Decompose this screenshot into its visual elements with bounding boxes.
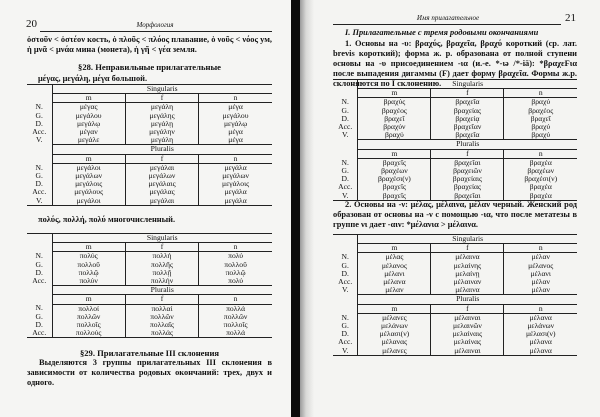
form-cell: πολύς (52, 252, 125, 261)
case-label: G. (35, 111, 43, 120)
case-label: G. (35, 260, 43, 269)
form-cell: πολλοῦ (52, 261, 125, 269)
form-cell: βραχείας (431, 107, 504, 115)
header-rule (40, 31, 272, 32)
case-label: V. (341, 131, 349, 140)
form-cell: βραχεῖς (358, 158, 431, 167)
table-row (27, 261, 272, 269)
case-label: V. (36, 136, 43, 145)
gender-header-row (333, 304, 577, 313)
blank-cell (333, 80, 358, 89)
gender-label: f (125, 243, 198, 252)
table-row (333, 322, 577, 330)
table-row (333, 191, 577, 200)
gender-label: m (358, 89, 431, 98)
table-row (333, 115, 577, 123)
table-row (27, 180, 272, 188)
form-cell: μελαίνῃ (431, 270, 504, 278)
number-header-row (27, 85, 272, 94)
form-cell: βραχέα (504, 191, 577, 200)
form-cell: μέλανας (358, 338, 431, 346)
form-cell: πολλῶν (199, 313, 272, 321)
form-cell: μέλανα (358, 278, 431, 286)
table-row (27, 269, 272, 277)
gender-label: f (431, 89, 504, 98)
gender-header-row (333, 89, 577, 98)
form-cell: μέλαν (504, 253, 577, 262)
blank-cell (333, 304, 358, 313)
form-cell: πολλῷ (52, 269, 125, 277)
case-label: Acc. (32, 127, 47, 137)
gender-label: m (358, 304, 431, 313)
blank-cell (27, 286, 52, 295)
table-row (27, 321, 272, 329)
form-cell: βραχειῶν (431, 167, 504, 175)
form-cell: μελαίναις (431, 330, 504, 338)
form-cell: μελαινῶν (431, 322, 504, 330)
declension-table-brachys (333, 79, 577, 201)
table-row (27, 304, 272, 313)
form-cell: βραχύ (358, 131, 431, 140)
case-label: D. (341, 114, 349, 123)
book-spine (291, 0, 300, 417)
blank-cell (27, 234, 52, 243)
case-label: Acc. (32, 188, 47, 197)
form-cell: μέλαν (358, 286, 431, 295)
table-row (333, 286, 577, 295)
gender-label: m (358, 244, 431, 253)
case-label: Acc. (338, 277, 353, 287)
table-row (333, 253, 577, 262)
gender-header-row (27, 94, 272, 103)
form-cell: μεγάλης (125, 112, 198, 120)
section-text: Выделяются 3 группы прилагательных III склонения в зависимости от количества родовых окончаний: трех, двух и одного. (27, 358, 272, 387)
case-label: D. (35, 180, 43, 189)
gender-label: n (504, 149, 577, 158)
table-row (333, 175, 577, 183)
case-label: G. (341, 261, 349, 270)
table-row (27, 196, 272, 205)
form-cell: μέλαινα (431, 286, 504, 295)
form-cell: μεγάλαι (125, 196, 198, 205)
case-label: N. (35, 102, 43, 112)
paragraph: 1. Основы на -υ: βραχύς, βραχεῖα, βραχύ короткий (ср. лат. brevis короткий); форма ж. р. образована от полной ступени основы на -υ присоединением -ια (и.-е. *-ιə /*-iā): *βραχεϜια после выпадения дигаммы (Ϝ) дает форму βραχεῖα. Формы ж.р. склоняются по I склонению. (333, 39, 577, 88)
case-label: Acc. (32, 276, 47, 286)
form-cell: μεγάλων (199, 172, 272, 180)
form-cell: πολλά (199, 329, 272, 338)
running-head: Имя прилагательное (416, 14, 480, 22)
form-cell: βραχύ (504, 98, 577, 107)
form-cell: πολύν (52, 277, 125, 286)
blank-cell (27, 243, 52, 252)
number-label: Pluralis (52, 145, 272, 154)
case-label: N. (341, 158, 349, 167)
form-cell: πολλοί (52, 304, 125, 313)
form-cell: πολλά (199, 304, 272, 313)
table-row (27, 252, 272, 261)
gender-label: f (431, 244, 504, 253)
blank-cell (333, 235, 358, 244)
blank-cell (27, 85, 52, 94)
form-cell: βραχεῖς (358, 191, 431, 200)
gender-label: n (199, 94, 272, 103)
form-cell: βραχεῖα (431, 131, 504, 140)
blank-cell (333, 295, 358, 304)
form-cell: μελαίνης (431, 262, 504, 270)
number-label: Singularis (358, 235, 577, 244)
table-row (333, 338, 577, 346)
form-cell: μεγάλῃ (125, 120, 198, 128)
form-cell: μεγάλη (125, 103, 198, 112)
table-row (27, 136, 272, 145)
form-cell: μεγάλου (199, 112, 272, 120)
gender-label: f (431, 149, 504, 158)
form-cell: βραχείας (431, 183, 504, 191)
form-cell: βραχείᾳ (431, 115, 504, 123)
form-cell: πολλάς (125, 329, 198, 338)
form-cell: βραχύς (358, 98, 431, 107)
table-row (27, 163, 272, 172)
gender-header-row (333, 149, 577, 158)
form-cell: βραχεῖαν (431, 123, 504, 131)
form-cell: μέλανα (504, 338, 577, 346)
form-cell: μέλανα (504, 346, 577, 355)
form-cell: πολλοῖς (199, 321, 272, 329)
gender-header-row (27, 243, 272, 252)
form-cell: βραχεῖαι (431, 191, 504, 200)
form-cell: βραχέων (358, 167, 431, 175)
header-rule (333, 24, 561, 25)
form-cell: μέλανες (358, 313, 431, 322)
gender-label: m (52, 94, 125, 103)
form-cell: βραχέος (358, 107, 431, 115)
number-label: Pluralis (52, 286, 272, 295)
section-heading: §28. Неправильные прилагательные (78, 62, 221, 72)
case-label: V. (341, 346, 349, 355)
form-cell: μελάνων (504, 322, 577, 330)
number-header-row (333, 235, 577, 244)
form-cell: μεγάλη (125, 136, 198, 145)
form-cell: μέλανες (358, 346, 431, 355)
table-row (333, 262, 577, 270)
form-cell: βραχέσι(ν) (358, 175, 431, 183)
form-cell: μέλανος (358, 262, 431, 270)
form-cell: μέλας (358, 253, 431, 262)
gender-header-row (27, 295, 272, 304)
number-label: Pluralis (358, 295, 577, 304)
form-cell: μέλαιναι (431, 346, 504, 355)
blank-cell (27, 295, 52, 304)
table-row (333, 167, 577, 175)
form-cell: βραχέα (504, 183, 577, 191)
form-cell: βραχύν (358, 123, 431, 131)
form-cell: μέγα (199, 128, 272, 136)
case-label: D. (341, 330, 349, 339)
case-label: Acc. (338, 122, 353, 132)
case-label: G. (341, 166, 349, 175)
form-cell: βραχεῖαι (431, 158, 504, 167)
form-cell: μέλαν (504, 286, 577, 295)
table-row (27, 329, 272, 338)
table-row (333, 131, 577, 140)
form-cell: μεγάλῳ (52, 120, 125, 128)
form-cell: πολλοῖς (52, 321, 125, 329)
case-label: N. (35, 251, 43, 261)
form-cell: μέλαινα (431, 253, 504, 262)
form-cell: μέγα (199, 103, 272, 112)
form-cell: μέλαν (504, 278, 577, 286)
form-cell: μέγας (52, 103, 125, 112)
case-label: V. (36, 196, 43, 205)
running-head: Морфология (136, 21, 174, 29)
form-cell: βραχεῖα (431, 98, 504, 107)
table-row (27, 103, 272, 112)
table-row (27, 112, 272, 120)
case-label: N. (341, 252, 349, 262)
case-label: V. (341, 191, 349, 200)
gender-label: f (431, 304, 504, 313)
gender-label: n (504, 304, 577, 313)
declension-table-megas (27, 84, 272, 206)
blank-cell (27, 145, 52, 154)
gender-label: n (504, 244, 577, 253)
form-cell: μεγάλε (52, 136, 125, 145)
form-cell: πολλῆς (125, 261, 198, 269)
form-cell: μέγαν (52, 128, 125, 136)
caption: μέγας, μεγάλη, μέγα большой. (38, 74, 148, 83)
form-cell: μέλανι (358, 270, 431, 278)
table-row (27, 128, 272, 136)
blank-cell (333, 149, 358, 158)
number-header-row (27, 145, 272, 154)
form-cell: μεγάλας (125, 188, 198, 196)
table-row (333, 346, 577, 355)
number-header-row (333, 295, 577, 304)
number-header-row (27, 286, 272, 295)
form-cell: μελάνων (358, 322, 431, 330)
form-cell: πολλῷ (199, 269, 272, 277)
form-cell: μεγάλων (125, 172, 198, 180)
form-cell: βραχύ (504, 123, 577, 131)
form-cell: μεγάλην (125, 128, 198, 136)
form-cell: βραχεῖς (358, 183, 431, 191)
gender-label: n (504, 89, 577, 98)
form-cell: πολλούς (52, 329, 125, 338)
section-heading: §29. Прилагательные III склонения (79, 348, 220, 358)
page-number: 20 (26, 18, 37, 30)
intro-text: ὀστοῦν < ὀστέον кость, ὁ πλοῦς < πλόος плавание, ὁ νοῦς < νόος ум, ἡ μνᾶ < μνάα мина (монета), ἡ γῆ < γέα земля. (27, 35, 272, 54)
form-cell: πολλή (125, 252, 198, 261)
form-cell: μεγάλα (199, 163, 272, 172)
number-label: Singularis (358, 80, 577, 89)
form-cell: μεγάλοις (52, 180, 125, 188)
form-cell: μεγάλῳ (199, 120, 272, 128)
case-label: N. (35, 163, 43, 172)
table-row (333, 330, 577, 338)
number-label: Singularis (52, 234, 272, 243)
number-label: Pluralis (358, 140, 577, 149)
form-cell: μεγάλαις (125, 180, 198, 188)
form-cell: βραχέα (504, 158, 577, 167)
case-label: V. (341, 286, 349, 295)
form-cell: μεγάλα (199, 196, 272, 205)
case-label: D. (35, 119, 43, 128)
table-row (27, 277, 272, 286)
gender-label: f (125, 295, 198, 304)
gender-label: n (199, 154, 272, 163)
right-page (300, 0, 600, 417)
form-cell: μέλανος (504, 262, 577, 270)
gender-label: m (52, 154, 125, 163)
gender-label: m (52, 243, 125, 252)
form-cell: μέλασι(ν) (358, 330, 431, 338)
table-row (333, 278, 577, 286)
gender-label: n (199, 243, 272, 252)
table-row (27, 172, 272, 180)
declension-table-melas (333, 234, 577, 356)
gender-header-row (333, 244, 577, 253)
case-label: D. (35, 320, 43, 329)
case-label: N. (341, 313, 349, 322)
form-cell: πολλήν (125, 277, 198, 286)
table-row (333, 313, 577, 322)
form-cell: πολύ (199, 277, 272, 286)
form-cell: πολλοῦ (199, 261, 272, 269)
form-cell: βραχέσι(ν) (504, 175, 577, 183)
gender-header-row (27, 154, 272, 163)
blank-cell (333, 244, 358, 253)
form-cell: μέλασι(ν) (504, 330, 577, 338)
table-row (333, 98, 577, 107)
case-label: Acc. (32, 329, 47, 338)
case-label: Acc. (338, 183, 353, 192)
number-header-row (333, 140, 577, 149)
case-label: G. (341, 321, 349, 330)
blank-cell (333, 140, 358, 149)
page-number: 21 (565, 12, 576, 24)
form-cell: μέλανι (504, 270, 577, 278)
number-header-row (333, 80, 577, 89)
form-cell: πολύ (199, 252, 272, 261)
case-label: D. (341, 175, 349, 184)
paragraph: 2. Основы на -ν: μέλας, μέλαινα, μέλαν черный. Женский род образован от основы на -ν с помощью -ια, что после метатезы в группе νι дает -αιν: *μέλανια > μέλαινα. (333, 200, 577, 229)
form-cell: μέλαιναι (431, 313, 504, 322)
form-cell: μεγάλοι (52, 163, 125, 172)
table-row (333, 270, 577, 278)
blank-cell (333, 89, 358, 98)
gender-label: n (199, 295, 272, 304)
table-row (333, 158, 577, 167)
number-label: Singularis (52, 85, 272, 94)
case-label: G. (341, 106, 349, 115)
form-cell: πολλῶν (125, 313, 198, 321)
form-cell: πολλῇ (125, 269, 198, 277)
declension-table-polys (27, 233, 272, 338)
form-cell: βραχέος (504, 107, 577, 115)
form-cell: μεγάλα (199, 188, 272, 196)
gender-label: m (52, 295, 125, 304)
form-cell: πολλῶν (52, 313, 125, 321)
gender-label: m (358, 149, 431, 158)
form-cell: μεγάλοις (199, 180, 272, 188)
case-label: Acc. (338, 338, 353, 347)
case-label: D. (341, 269, 349, 278)
form-cell: μεγάλου (52, 112, 125, 120)
case-label: G. (35, 312, 43, 321)
form-cell: βραχέων (504, 167, 577, 175)
table-row (27, 188, 272, 196)
form-cell: πολλαῖς (125, 321, 198, 329)
form-cell: μελαίνας (431, 338, 504, 346)
table-row (333, 107, 577, 115)
form-cell: βραχείαις (431, 175, 504, 183)
number-header-row (27, 234, 272, 243)
form-cell: μέλανα (504, 313, 577, 322)
form-cell: μέλαιναν (431, 278, 504, 286)
form-cell: μέγα (199, 136, 272, 145)
case-label: N. (35, 304, 43, 313)
case-label: D. (35, 268, 43, 277)
left-page (0, 0, 292, 417)
form-cell: βραχεῖ (358, 115, 431, 123)
blank-cell (27, 154, 52, 163)
form-cell: μεγάλαι (125, 163, 198, 172)
case-label: G. (35, 171, 43, 180)
blank-cell (27, 94, 52, 103)
caption: πολύς, πολλή, πολύ многочисленный. (38, 215, 176, 224)
table-row (333, 123, 577, 131)
heading: I. Прилагательные с тремя родовыми окончаниями (345, 28, 539, 37)
form-cell: πολλαί (125, 304, 198, 313)
form-cell: μεγάλους (52, 188, 125, 196)
form-cell: μεγάλοι (52, 196, 125, 205)
table-row (27, 120, 272, 128)
gender-label: f (125, 94, 198, 103)
form-cell: βραχύ (504, 131, 577, 140)
form-cell: βραχεῖ (504, 115, 577, 123)
gender-label: f (125, 154, 198, 163)
form-cell: μεγάλων (52, 172, 125, 180)
table-row (27, 313, 272, 321)
table-row (333, 183, 577, 191)
case-label: N. (341, 97, 349, 107)
